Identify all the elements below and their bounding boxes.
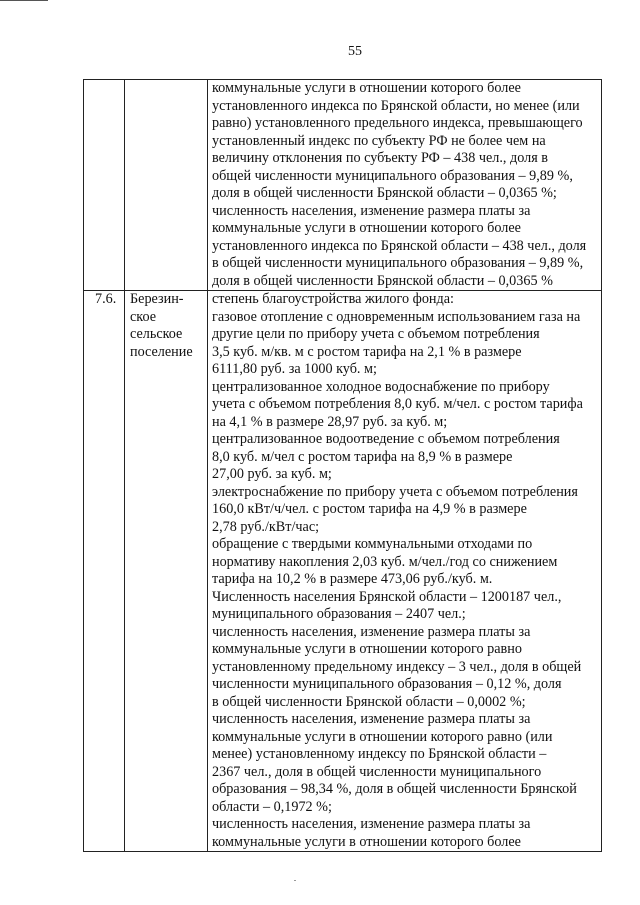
text-line: численность населения, изменение размера платы за — [212, 623, 531, 640]
document-table — [83, 79, 602, 852]
settlement-name-cell — [125, 291, 208, 852]
text-line: численность населения, изменение размера платы за — [212, 202, 531, 219]
text-line: 6111,80 руб. за 1000 куб. м; — [212, 361, 377, 377]
text-line: общей численности муниципального образования – 9,89 %, — [212, 167, 573, 184]
text-line: коммунальные услуги в отношении которого равно (или — [212, 728, 553, 745]
settlement-name-line: ское — [130, 308, 157, 325]
description-text — [208, 80, 601, 290]
description-cell — [208, 291, 602, 852]
text-line: 2367 чел., доля в общей численности муниципального — [212, 763, 542, 780]
table-row — [84, 291, 602, 852]
scan-speck — [294, 880, 296, 881]
text-line: численность населения, изменение размера платы за — [212, 711, 531, 727]
text-line: 27,00 руб. за куб. м; — [212, 466, 332, 482]
row-number-cell — [84, 80, 125, 291]
text-line: в общей численности муниципального образования – 9,89 %, — [212, 255, 584, 271]
text-line: в общей численности Брянской области – 0,0002 %; — [212, 693, 526, 710]
text-line: доля в общей численности Брянской области – 0,0365 % — [212, 272, 553, 289]
text-line: 3,5 куб. м/кв. м с ростом тарифа на 2,1 % в размере — [212, 343, 522, 360]
text-line: 8,0 куб. м/чел с ростом тарифа на 8,9 % в размере — [212, 448, 513, 465]
text-line: численности муниципального образования – 0,12 %, доля — [212, 676, 562, 692]
text-line: образования – 98,34 %, доля в общей численности Брянской — [212, 781, 577, 797]
settlement-name — [125, 291, 207, 361]
text-line: установленному предельному индексу – 3 чел., доля в общей — [212, 658, 582, 675]
row-number: 7.6. — [95, 291, 117, 307]
text-line: нормативу накопления 2,03 куб. м/чел./год со снижением — [212, 553, 558, 570]
table-row — [84, 80, 602, 291]
settlement-name-line: сельское — [130, 326, 183, 342]
text-line: установленного индекса по Брянской области – 438 чел., доля — [212, 237, 587, 254]
text-line: учета с объемом потребления 8,0 куб. м/чел. с ростом тарифа — [212, 396, 583, 412]
text-line: численность населения, изменение размера платы за — [212, 816, 531, 832]
text-line: степень благоустройства жилого фонда: — [212, 291, 454, 307]
text-line: коммунальные услуги в отношении которого равно — [212, 641, 522, 657]
description-cell — [208, 80, 602, 291]
text-line: установленного индекса по Брянской области, но менее (или — [212, 97, 580, 114]
text-line: величину отклонения по субъекту РФ – 438 чел., доля в — [212, 150, 548, 166]
text-line: обращение с твердыми коммунальными отходами по — [212, 536, 533, 552]
text-line: коммунальные услуги в отношении которого более — [212, 833, 521, 850]
text-line: области – 0,1972 %; — [212, 798, 332, 815]
text-line: муниципального образования – 2407 чел.; — [212, 606, 466, 622]
text-line: коммунальные услуги в отношении которого более — [212, 80, 521, 96]
text-line: равно) установленного предельного индекса, превышающего — [212, 115, 583, 131]
settlement-name-cell — [125, 80, 208, 291]
text-line: 160,0 кВт/ч/чел. с ростом тарифа на 4,9 % в размере — [212, 501, 527, 517]
text-line: установленный индекс по субъекту РФ не более чем на — [212, 132, 546, 149]
text-line: на 4,1 % в размере 28,97 руб. за куб. м; — [212, 413, 448, 430]
settlement-name-line: поселение — [130, 343, 193, 360]
top-edge-rule — [0, 0, 48, 1]
text-line: 2,78 руб./кВт/час; — [212, 518, 320, 535]
text-line: другие цели по прибору учета с объемом потребления — [212, 326, 540, 342]
text-line: доля в общей численности Брянской области – 0,0365 %; — [212, 185, 557, 201]
page-number: 55 — [348, 44, 362, 59]
text-line: тарифа на 10,2 % в размере 473,06 руб./куб. м. — [212, 571, 493, 587]
text-line: электроснабжение по прибору учета с объемом потребления — [212, 483, 578, 500]
settlement-name-line: Березин- — [130, 291, 184, 307]
text-line: Численность населения Брянской области – 1200187 чел., — [212, 588, 562, 605]
description-text — [208, 291, 601, 851]
text-line: централизованное холодное водоснабжение по прибору — [212, 378, 550, 395]
row-number-cell — [84, 291, 125, 852]
text-line: централизованное водоотведение с объемом потребления — [212, 431, 560, 447]
text-line: коммунальные услуги в отношении которого более — [212, 220, 521, 236]
text-line: менее) установленному индексу по Брянской области – — [212, 746, 547, 762]
text-line: газовое отопление с одновременным использованием газа на — [212, 308, 581, 325]
